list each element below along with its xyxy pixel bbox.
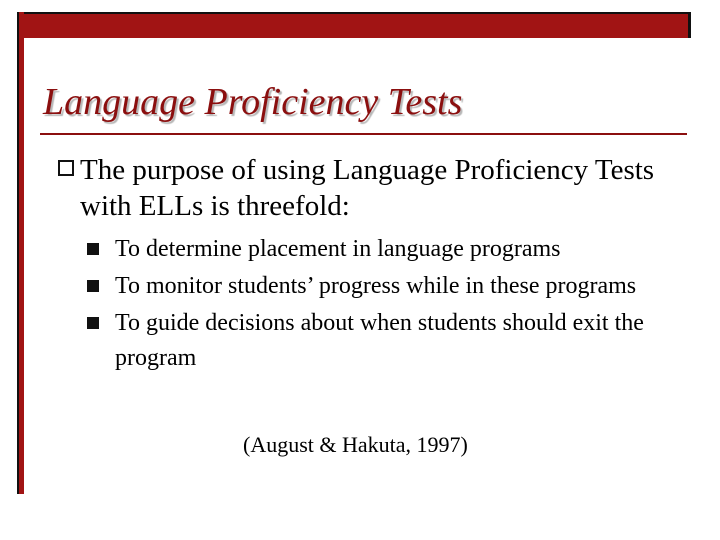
main-bullet-point xyxy=(58,152,678,224)
left-accent-bar xyxy=(17,12,24,494)
sub-bullet-text: To monitor students’ progress while in these programs xyxy=(115,273,637,299)
sub-bullet-text: To determine placement in language programs xyxy=(115,236,561,262)
filled-square-bullet-icon xyxy=(87,280,99,292)
sub-bullet-text: To guide decisions about when students should exit the program xyxy=(115,310,644,371)
title-divider xyxy=(40,133,687,135)
main-bullet-text: The purpose of using Language Proficiency Tests with ELLs is threefold: xyxy=(80,154,655,222)
filled-square-bullet-icon xyxy=(87,243,99,255)
hollow-square-bullet-icon xyxy=(58,160,74,176)
slide-title: Language Proficiency Tests xyxy=(43,81,463,123)
citation: (August & Hakuta, 1997) xyxy=(243,432,468,457)
sub-bullet-item xyxy=(85,232,685,267)
top-accent-bar xyxy=(17,12,691,38)
filled-square-bullet-icon xyxy=(87,317,99,329)
sub-bullet-item xyxy=(85,306,685,376)
sub-bullet-item xyxy=(85,269,685,304)
sub-bullet-list xyxy=(85,232,685,376)
